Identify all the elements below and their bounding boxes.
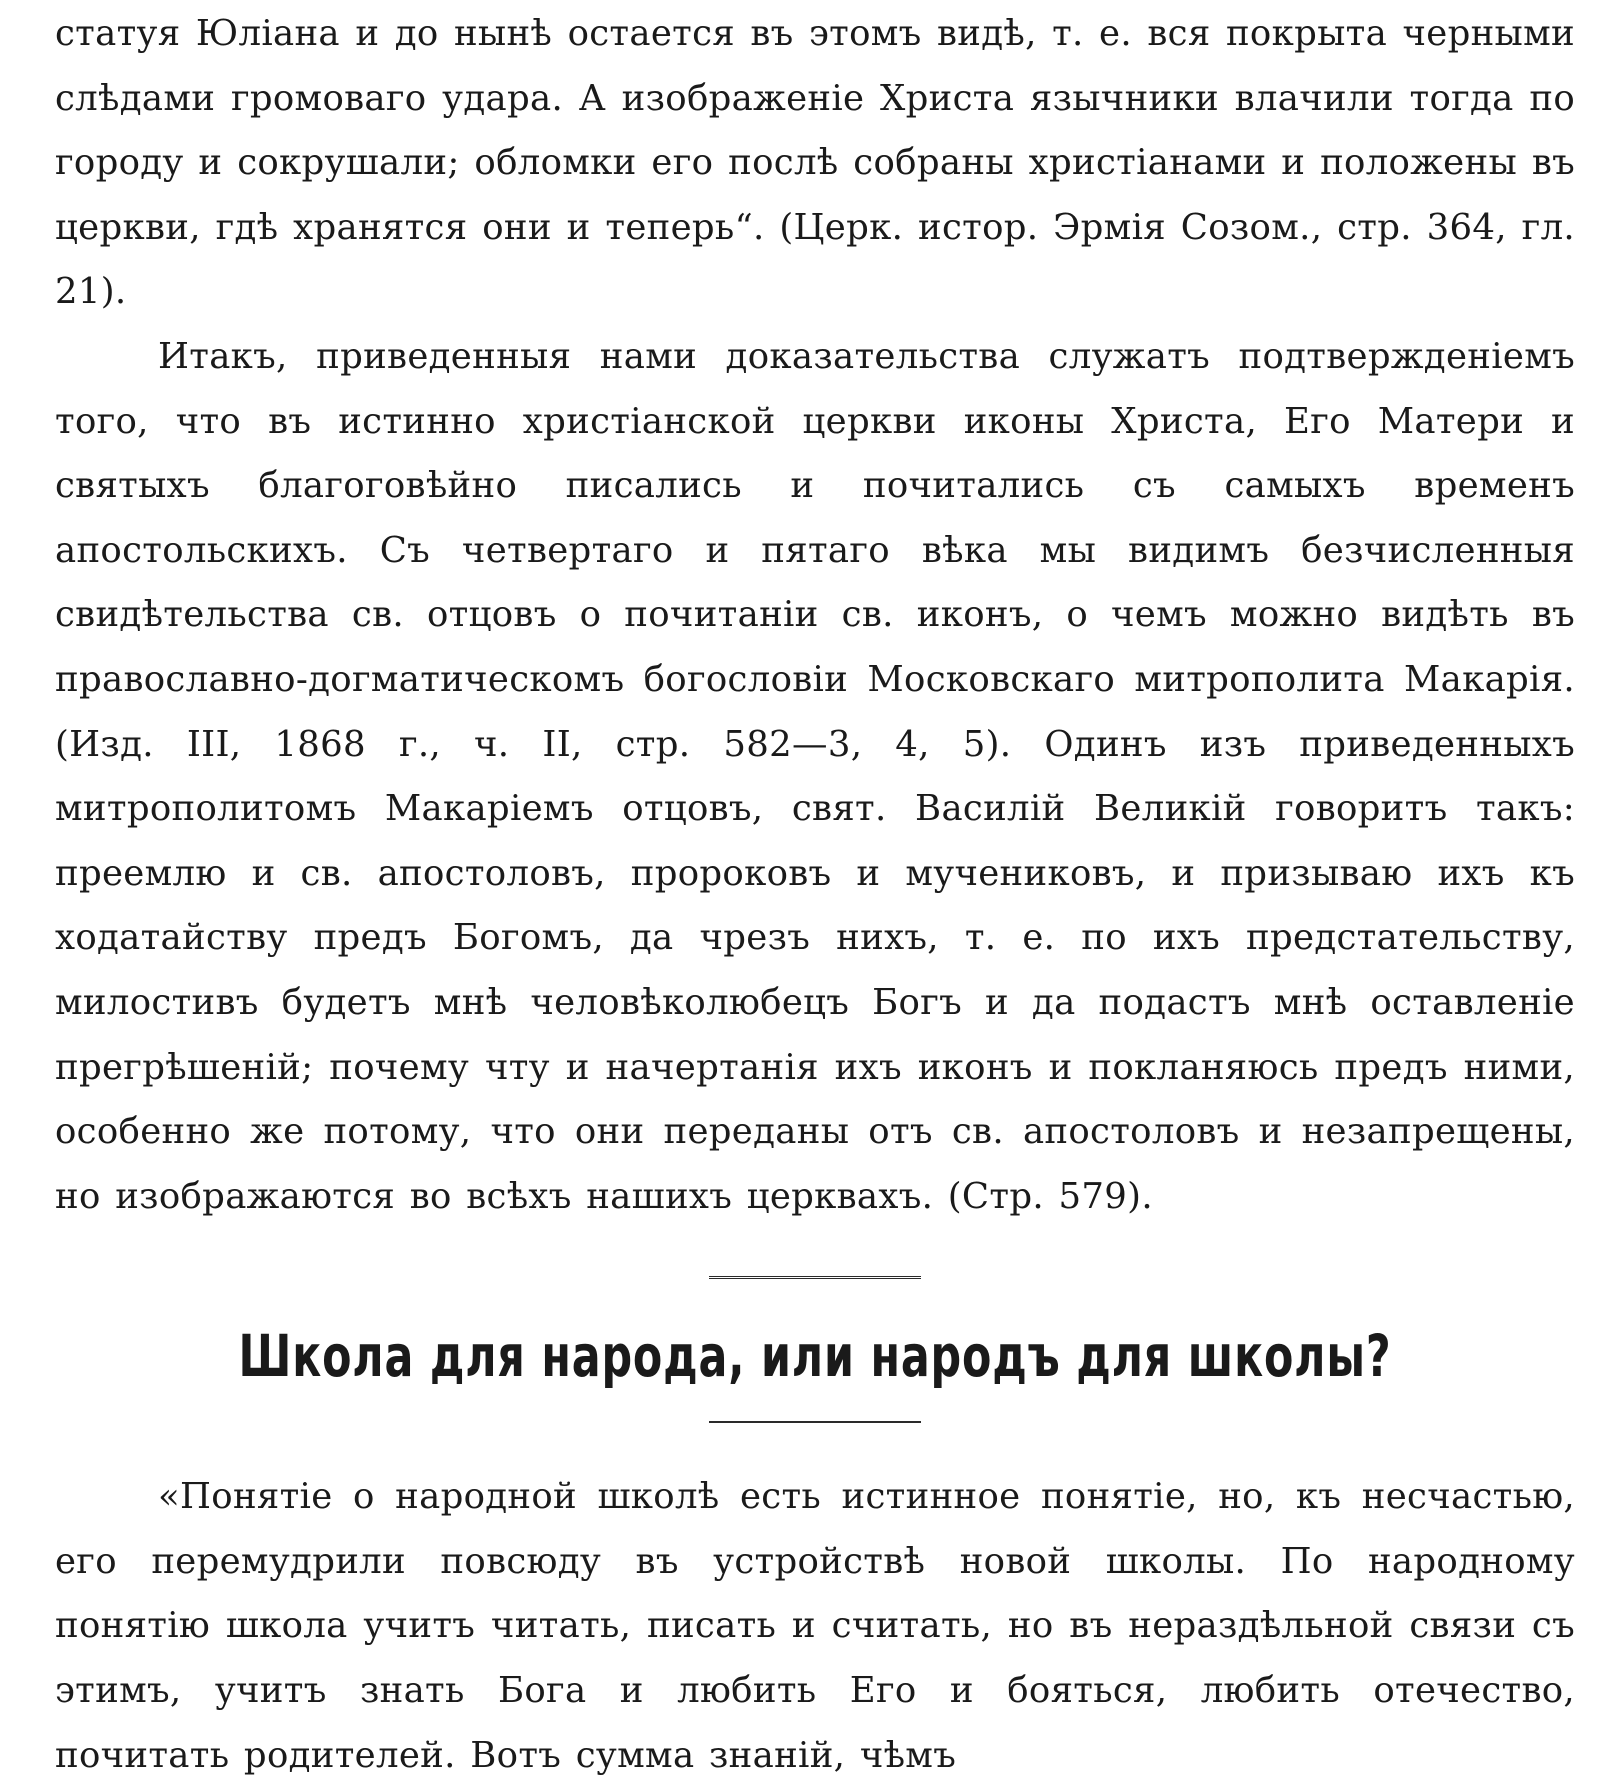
section-divider-top: [709, 1276, 921, 1281]
section-divider-bottom: [709, 1421, 921, 1423]
document-page: [55, 0, 1575, 1776]
article-title: Школа для народа, или народъ для школы?: [238, 1322, 1392, 1391]
paragraph-continuation: статуя Юліана и до нынѣ остается въ этомъ видѣ, т. е. вся покрыта черными слѣдами громоваго удара. А изображеніе Христа язычники влачили тогда по городу и сокрушали; обломки его послѣ собраны христіанами и положены въ церкви, гдѣ хранятся они и теперь“. (Церк. истор. Эрмія Созом., стр. 364, гл. 21).: [55, 13, 1575, 313]
paragraph-icons-testimony: Итакъ, приведенныя нами доказательства служатъ подтвержденіемъ того, что въ истинно христіанской церкви иконы Христа, Его Матери и святыхъ благоговѣйно писались и почитались съ самыхъ временъ апостольскихъ. Съ четвертаго и пятаго вѣка мы видимъ безчисленныя свидѣтельства св. отцовъ о почитаніи св. иконъ, о чемъ можно видѣть въ православно-догматическомъ богословіи Московскаго митрополита Макарія. (Изд. III, 1868 г., ч. II, стр. 582—3, 4, 5). Одинъ изъ приведенныхъ митрополитомъ Макаріемъ отцовъ, свят. Василій Великій говоритъ такъ: преемлю и св. апостоловъ, пророковъ и мучениковъ, и призываю ихъ къ ходатайству предъ Богомъ, да чрезъ нихъ, т. е. по ихъ предстательству, милостивъ будетъ мнѣ человѣколюбецъ Богъ и да подастъ мнѣ оставленіе прегрѣшеній; почему чту и начертанія ихъ иконъ и покланяюсь предъ ними, особенно же потому, что они переданы отъ св. апостоловъ и незапрещены, но изображаются во всѣхъ нашихъ церквахъ. (Стр. 579).: [55, 335, 1575, 1217]
article-opening-paragraph: «Понятіе о народной школѣ есть истинное понятіе, но, къ несчастью, его перемудрили повсюду въ устройствѣ новой школы. По народному понятію школа учитъ читать, писать и считать, но въ нераздѣльной связи съ этимъ, учитъ знать Бога и любить Его и бояться, любить отечество, почитать родителей. Вотъ сумма знаній, чѣмъ: [55, 1476, 1575, 1776]
